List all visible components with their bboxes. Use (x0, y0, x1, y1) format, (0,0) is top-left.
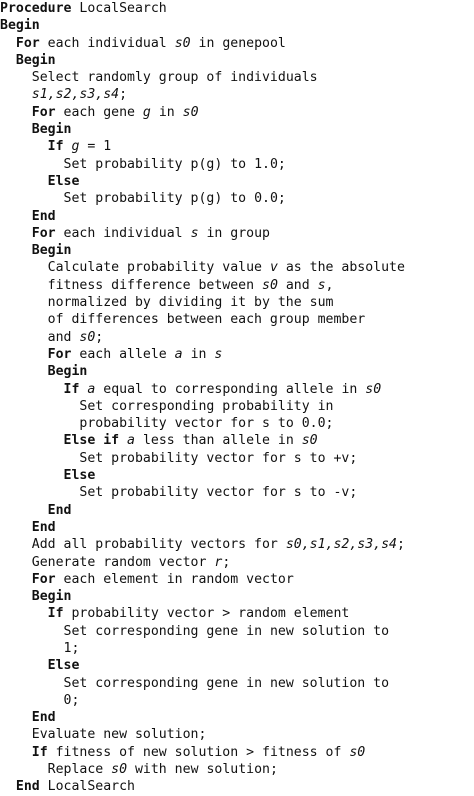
code-line (0, 86, 474, 103)
code-line (0, 623, 474, 640)
code-text: as the absolute (277, 260, 405, 276)
keyword: End (31, 710, 56, 726)
code-text: Replace (47, 762, 112, 778)
code-line (0, 294, 474, 311)
code-text: equal to corresponding allele in (95, 381, 366, 397)
keyword: Else (47, 173, 80, 189)
code-text: in (150, 104, 183, 120)
code-line (0, 484, 474, 501)
code-text: each gene (55, 104, 143, 120)
code-text: in group (198, 225, 270, 241)
code-line (0, 554, 474, 571)
code-text: , (325, 277, 334, 293)
code-text: Set corresponding gene in new solution to (63, 623, 390, 639)
variable: s0 (301, 433, 318, 449)
code-line (0, 190, 474, 207)
code-text: ; (119, 87, 128, 103)
code-line (0, 571, 474, 588)
keyword: If (63, 381, 80, 397)
variable: s (317, 277, 326, 293)
code-line (0, 242, 474, 259)
keyword: Begin (0, 18, 40, 34)
variable: a (127, 433, 135, 449)
variable: s0 (174, 35, 191, 51)
code-line (0, 502, 474, 519)
code-text: Calculate probability value (47, 260, 270, 276)
code-line (0, 640, 474, 657)
code-line (0, 277, 474, 294)
code-line (0, 311, 474, 328)
keyword: Begin (31, 589, 72, 605)
code-text: Set probability vector for s to +v; (79, 450, 358, 466)
variable: s0,s1,s2,s3,s4 (285, 537, 397, 553)
variable: s (190, 225, 199, 241)
code-line (0, 17, 474, 34)
code-text: with new solution; (127, 762, 278, 778)
keyword: End (47, 502, 72, 518)
code-line (0, 536, 474, 553)
code-line (0, 519, 474, 536)
keyword: Else (63, 468, 96, 484)
code-text: ; (95, 329, 104, 345)
code-line (0, 675, 474, 692)
variable: s0 (111, 762, 128, 778)
code-text: = 1 (79, 139, 112, 155)
variable: s0 (182, 104, 199, 120)
code-text: Set corresponding gene in new solution to (63, 675, 390, 691)
code-line (0, 208, 474, 225)
keyword: Begin (31, 122, 72, 138)
code-text: LocalSearch (39, 779, 135, 795)
variable: s1,s2,s3,s4 (31, 87, 120, 103)
keyword: If (47, 606, 64, 622)
variable: s0 (365, 381, 382, 397)
keyword: For (15, 35, 40, 51)
code-line (0, 398, 474, 415)
code-text: 1; (63, 640, 80, 656)
code-text: each allele (71, 346, 175, 362)
variable: r (214, 554, 223, 570)
code-text: Set probability p(g) to 1.0; (63, 156, 286, 172)
code-text: Generate random vector (31, 554, 215, 570)
variable: g (142, 104, 151, 120)
code-text: probability vector for s to 0.0; (79, 416, 334, 432)
keyword: Procedure (0, 1, 72, 16)
keyword: For (31, 225, 56, 241)
keyword: For (31, 104, 56, 120)
keyword: Else if (63, 433, 120, 449)
code-text: Select randomly group of individuals (31, 70, 318, 86)
variable: s0 (349, 744, 366, 760)
code-line (0, 467, 474, 484)
code-line (0, 761, 474, 778)
code-line (0, 225, 474, 242)
keyword: Begin (31, 243, 72, 259)
code-text: Add all probability vectors for (31, 537, 286, 553)
keyword: If (31, 744, 48, 760)
code-text: in (182, 346, 215, 362)
keyword: End (31, 519, 56, 535)
code-text: each element in random vector (55, 571, 294, 587)
code-line (0, 726, 474, 743)
code-line (0, 363, 474, 380)
variable: s (214, 346, 223, 362)
code-line (0, 588, 474, 605)
code-line (0, 744, 474, 761)
code-line (0, 432, 474, 449)
code-text: Evaluate new solution; (31, 727, 207, 743)
code-text: and (277, 277, 318, 293)
code-text: Set corresponding probability in (79, 398, 334, 414)
code-text: ; (396, 537, 405, 553)
code-text: in genepool (190, 35, 286, 51)
code-line (0, 381, 474, 398)
code-line (0, 0, 474, 17)
code-text: ; (222, 554, 231, 570)
code-line (0, 329, 474, 346)
keyword: If (47, 139, 64, 155)
code-line (0, 259, 474, 276)
code-line (0, 415, 474, 432)
code-line (0, 121, 474, 138)
code-text: 0; (63, 692, 80, 708)
keyword: For (47, 346, 72, 362)
code-line (0, 35, 474, 52)
code-line (0, 657, 474, 674)
keyword: For (31, 571, 56, 587)
code-text: fitness difference between (47, 277, 262, 293)
keyword: Else (47, 658, 80, 674)
variable: v (269, 260, 278, 276)
code-line (0, 173, 474, 190)
code-line (0, 450, 474, 467)
code-line (0, 778, 474, 795)
code-line (0, 692, 474, 709)
code-text: each individual (39, 35, 175, 51)
code-text: normalized by dividing it by the sum (47, 295, 334, 311)
code-line (0, 709, 474, 726)
code-text: less than allele in (135, 433, 302, 449)
code-text: probability vector > random element (63, 606, 350, 622)
keyword: End (31, 208, 56, 224)
code-text: fitness of new solution > fitness of (47, 744, 350, 760)
code-text: each individual (55, 225, 191, 241)
variable: s0 (79, 329, 96, 345)
variable: a (174, 346, 183, 362)
code-line (0, 346, 474, 363)
code-line (0, 605, 474, 622)
keyword: End (15, 779, 40, 795)
code-line (0, 52, 474, 69)
variable: s0 (262, 277, 278, 293)
code-text: Set probability p(g) to 0.0; (63, 191, 286, 207)
keyword: Begin (47, 364, 88, 380)
variable: g (71, 139, 80, 155)
code-text: and (47, 329, 80, 345)
code-text (119, 433, 127, 448)
code-text: of differences between each group member (47, 312, 366, 328)
keyword: Begin (15, 52, 56, 68)
code-line (0, 104, 474, 121)
code-line (0, 138, 474, 155)
variable: a (87, 381, 96, 397)
code-line (0, 156, 474, 173)
code-line (0, 69, 474, 86)
code-text: Set probability vector for s to -v; (79, 485, 358, 501)
code-text: LocalSearch (71, 1, 167, 16)
